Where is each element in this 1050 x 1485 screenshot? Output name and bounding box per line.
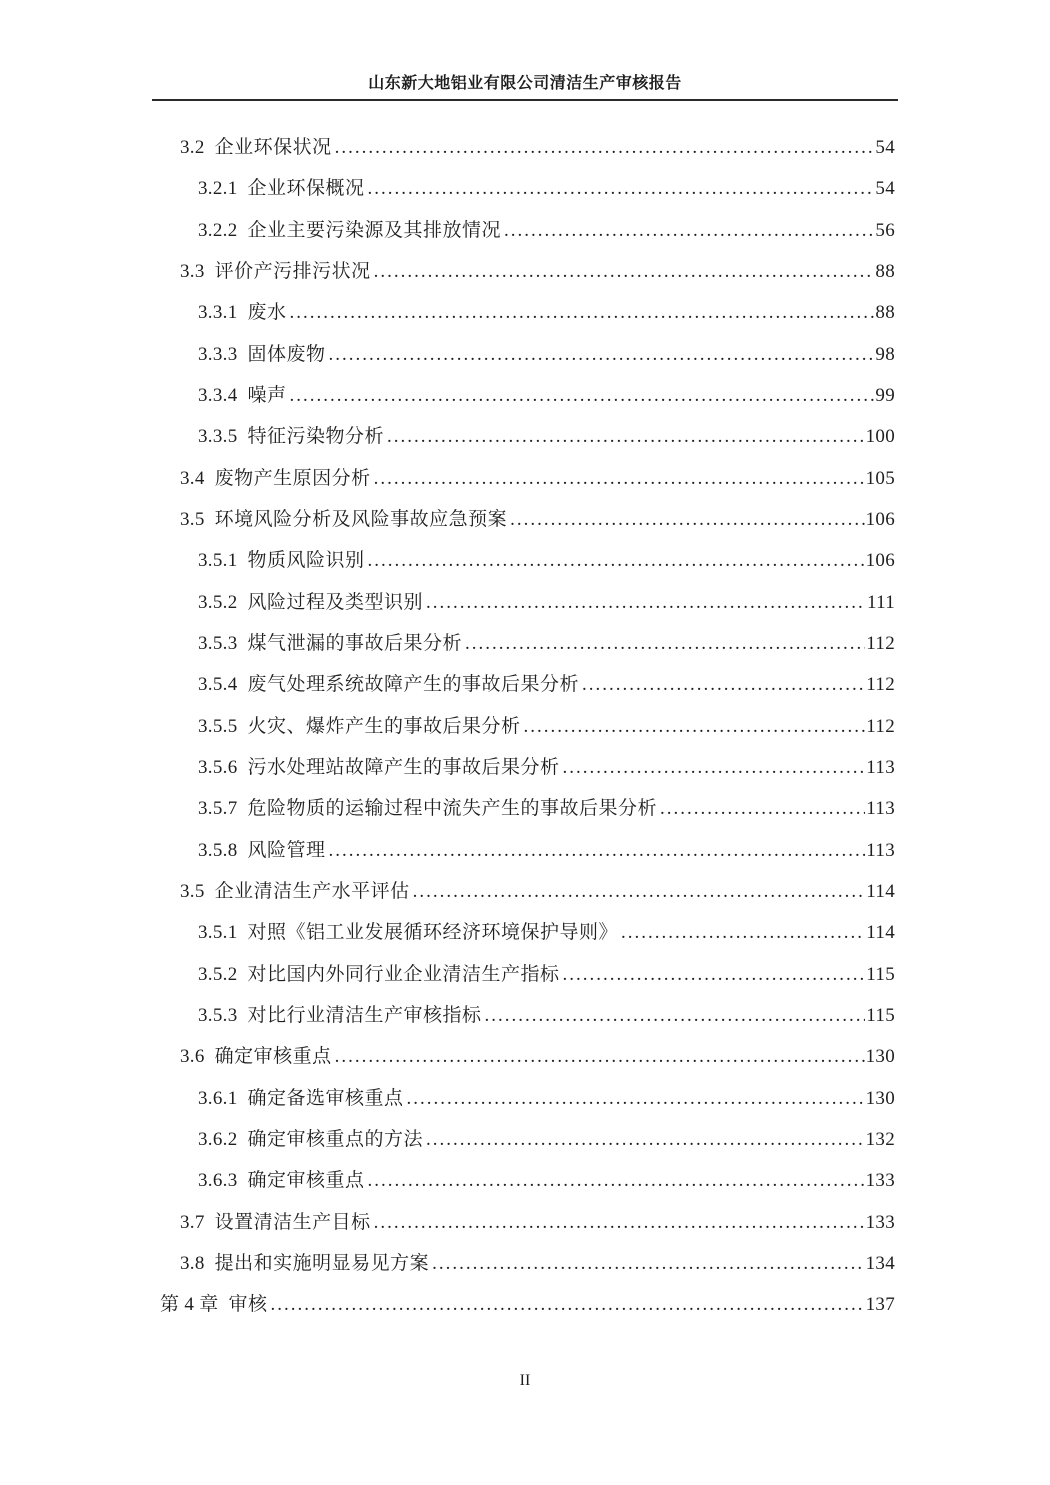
toc-entry-number: 3.3.5 — [198, 426, 238, 448]
toc-leader-dots — [368, 168, 875, 209]
toc-entry — [155, 210, 895, 251]
toc-entry-page: 114 — [866, 880, 895, 902]
toc-entry-page: 133 — [865, 1170, 895, 1192]
toc-entry-number: 3.5.5 — [198, 715, 238, 737]
toc-entry-title: 固体废物 — [247, 343, 326, 365]
toc-entry-title: 风险过程及类型识别 — [247, 591, 424, 613]
toc-entry — [155, 582, 895, 623]
toc-entry — [155, 416, 895, 457]
toc-entry-page: 113 — [866, 798, 895, 820]
toc-entry-page: 112 — [866, 715, 895, 737]
toc-entry-number: 3.5.3 — [198, 1004, 238, 1026]
toc-entry — [155, 788, 895, 829]
toc-entry-page: 130 — [865, 1087, 895, 1109]
toc-entry — [155, 954, 895, 995]
toc-entry-title: 噪声 — [247, 384, 287, 406]
toc-entry-number: 3.5.2 — [198, 963, 238, 985]
toc-entry-number: 3.5.4 — [198, 674, 238, 696]
toc-leader-dots — [510, 499, 864, 540]
toc-entry-page: 98 — [875, 343, 895, 365]
toc-entry-page: 88 — [875, 302, 895, 324]
toc-entry-page: 105 — [865, 467, 895, 489]
toc-entry-title: 特征污染物分析 — [247, 426, 385, 448]
toc-entry-title: 评价产污排污状况 — [214, 260, 371, 282]
toc-entry-title: 危险物质的运输过程中流失产生的事故后果分析 — [247, 798, 658, 820]
toc-entry-number: 3.2.1 — [198, 178, 238, 200]
toc-entry — [155, 458, 895, 499]
toc-leader-dots — [563, 954, 866, 995]
toc-entry — [155, 664, 895, 705]
toc-entry-number: 3.6.1 — [198, 1087, 238, 1109]
footer-page-number: II — [519, 1372, 531, 1389]
toc-leader-dots — [465, 623, 865, 664]
toc-entry-number: 3.3.1 — [198, 302, 238, 324]
toc-entry-number: 3.6.2 — [198, 1128, 238, 1150]
toc-leader-dots — [374, 458, 865, 499]
toc-leader-dots — [335, 1036, 865, 1077]
toc-entry-page: 54 — [875, 137, 895, 158]
toc-entry — [155, 499, 895, 540]
toc-entry-number: 3.4 — [180, 467, 205, 489]
toc-entry-page: 137 — [865, 1294, 895, 1316]
toc-entry-title: 环境风险分析及风险事故应急预案 — [214, 508, 508, 530]
toc-entry-title: 企业环保概况 — [247, 178, 365, 200]
toc-leader-dots — [368, 1160, 865, 1201]
toc-entry-number: 3.5.8 — [198, 839, 238, 861]
toc-entry-title: 审核 — [228, 1294, 268, 1316]
toc-entry-title: 物质风险识别 — [247, 550, 365, 572]
toc-entry-title: 污水处理站故障产生的事故后果分析 — [247, 756, 560, 778]
toc-leader-dots — [335, 127, 875, 168]
toc-entry-number: 3.5.1 — [198, 550, 238, 572]
toc-entry-title: 废物产生原因分析 — [214, 467, 371, 489]
toc-leader-dots — [387, 416, 865, 457]
toc-entry-title: 风险管理 — [247, 839, 326, 861]
toc-entry-page: 114 — [866, 922, 895, 944]
toc-leader-dots — [368, 540, 865, 581]
toc-entry-title: 对比行业清洁生产审核指标 — [247, 1004, 482, 1026]
toc-entry-page: 132 — [865, 1128, 895, 1150]
toc-entry-number: 3.5.2 — [198, 591, 238, 613]
toc-entry-page: 113 — [866, 756, 895, 778]
toc-entry-number: 3.3 — [180, 260, 205, 282]
toc-entry-page: 106 — [865, 508, 895, 530]
toc-leader-dots — [374, 251, 875, 292]
page-header — [153, 70, 897, 93]
toc-entry — [155, 830, 895, 871]
toc-entry-title: 废气处理系统故障产生的事故后果分析 — [247, 674, 580, 696]
toc-leader-dots — [329, 830, 866, 871]
toc-entry-number: 3.6 — [180, 1046, 205, 1068]
toc-entry-number: 3.3.3 — [198, 343, 238, 365]
toc-leader-dots — [374, 1202, 865, 1243]
toc-entry-page: 56 — [875, 219, 895, 241]
toc-entry-page: 133 — [865, 1211, 895, 1233]
toc-entry — [155, 1036, 895, 1077]
toc-entry-number: 3.3.4 — [198, 384, 238, 406]
toc-entry-number: 3.2 — [180, 137, 205, 158]
toc-entry-title: 提出和实施明显易见方案 — [214, 1252, 430, 1274]
toc-leader-dots — [290, 292, 875, 333]
toc-entry-title: 确定备选审核重点 — [247, 1087, 404, 1109]
toc-entry-number: 第 4 章 — [160, 1294, 219, 1316]
toc-entry-number: 3.5.1 — [198, 922, 238, 944]
header-title: 山东新大地铝业有限公司清洁生产审核报告 — [368, 75, 682, 92]
page-footer — [0, 1372, 1050, 1390]
toc-entry-number: 3.2.2 — [198, 219, 238, 241]
toc-entry — [155, 1078, 895, 1119]
toc-leader-dots — [413, 871, 866, 912]
toc-entry — [155, 1284, 895, 1325]
toc-leader-dots — [563, 747, 866, 788]
toc-leader-dots — [660, 788, 865, 829]
toc-leader-dots — [329, 334, 875, 375]
toc-leader-dots — [407, 1078, 865, 1119]
toc-leader-dots — [582, 664, 865, 705]
toc-entry-number: 3.5.3 — [198, 632, 238, 654]
toc-entry-title: 企业清洁生产水平评估 — [214, 880, 410, 902]
toc-entry — [155, 292, 895, 333]
toc-leader-dots — [290, 375, 875, 416]
toc-entry-page: 111 — [867, 591, 895, 613]
toc-leader-dots — [485, 995, 866, 1036]
toc-entry-number: 3.5.7 — [198, 798, 238, 820]
toc-entry-title: 企业主要污染源及其排放情况 — [247, 219, 502, 241]
toc-entry-page: 100 — [865, 426, 895, 448]
toc-entry — [155, 995, 895, 1036]
toc-entry-title: 火灾、爆炸产生的事故后果分析 — [247, 715, 521, 737]
toc-leader-dots — [524, 706, 866, 747]
toc-entry — [155, 251, 895, 292]
toc-entry-number: 3.5.6 — [198, 756, 238, 778]
toc-entry-number: 3.5 — [180, 508, 205, 530]
toc-entry — [155, 1202, 895, 1243]
toc-entry — [155, 375, 895, 416]
toc-entry — [155, 1119, 895, 1160]
toc-entry-page: 115 — [866, 1004, 895, 1026]
toc-entry-page: 54 — [875, 178, 895, 200]
toc-entry — [155, 623, 895, 664]
toc-entry — [155, 127, 895, 168]
toc-entry-page: 113 — [866, 839, 895, 861]
toc-entry — [155, 334, 895, 375]
toc-entry-page: 112 — [866, 632, 895, 654]
toc-entry-page: 106 — [865, 550, 895, 572]
toc-entry — [155, 706, 895, 747]
toc-entry-number: 3.6.3 — [198, 1170, 238, 1192]
toc-entry-page: 115 — [866, 963, 895, 985]
toc-entry-title: 设置清洁生产目标 — [214, 1211, 371, 1233]
toc-entry — [155, 912, 895, 953]
toc-entry-title: 对比国内外同行业企业清洁生产指标 — [247, 963, 560, 985]
toc-entry-title: 确定审核重点 — [247, 1170, 365, 1192]
toc-entry-page: 88 — [875, 260, 895, 282]
toc-leader-dots — [504, 210, 874, 251]
header-rule — [152, 99, 898, 101]
toc-entry-number: 3.5 — [180, 880, 205, 902]
toc-entry-title: 企业环保状况 — [214, 137, 332, 158]
toc-entry-title: 确定审核重点的方法 — [247, 1128, 424, 1150]
toc-entry — [155, 540, 895, 581]
toc-leader-dots — [621, 912, 865, 953]
table-of-contents — [155, 127, 895, 1326]
toc-entry-page: 130 — [865, 1046, 895, 1068]
toc-entry-number: 3.8 — [180, 1252, 205, 1274]
toc-leader-dots — [271, 1284, 865, 1325]
toc-entry-number: 3.7 — [180, 1211, 205, 1233]
toc-leader-dots — [432, 1243, 864, 1284]
toc-entry-page: 134 — [865, 1252, 895, 1274]
toc-entry — [155, 1243, 895, 1284]
toc-entry-page: 99 — [875, 384, 895, 406]
toc-entry — [155, 168, 895, 209]
toc-entry-title: 确定审核重点 — [214, 1046, 332, 1068]
toc-entry — [155, 1160, 895, 1201]
toc-entry-title: 煤气泄漏的事故后果分析 — [247, 632, 463, 654]
toc-leader-dots — [426, 1119, 865, 1160]
toc-leader-dots — [426, 582, 866, 623]
toc-entry-title: 对照《铝工业发展循环经济环境保护导则》 — [247, 922, 619, 944]
toc-entry-title: 废水 — [247, 302, 287, 324]
toc-entry-page: 112 — [866, 674, 895, 696]
toc-entry — [155, 747, 895, 788]
toc-entry — [155, 871, 895, 912]
